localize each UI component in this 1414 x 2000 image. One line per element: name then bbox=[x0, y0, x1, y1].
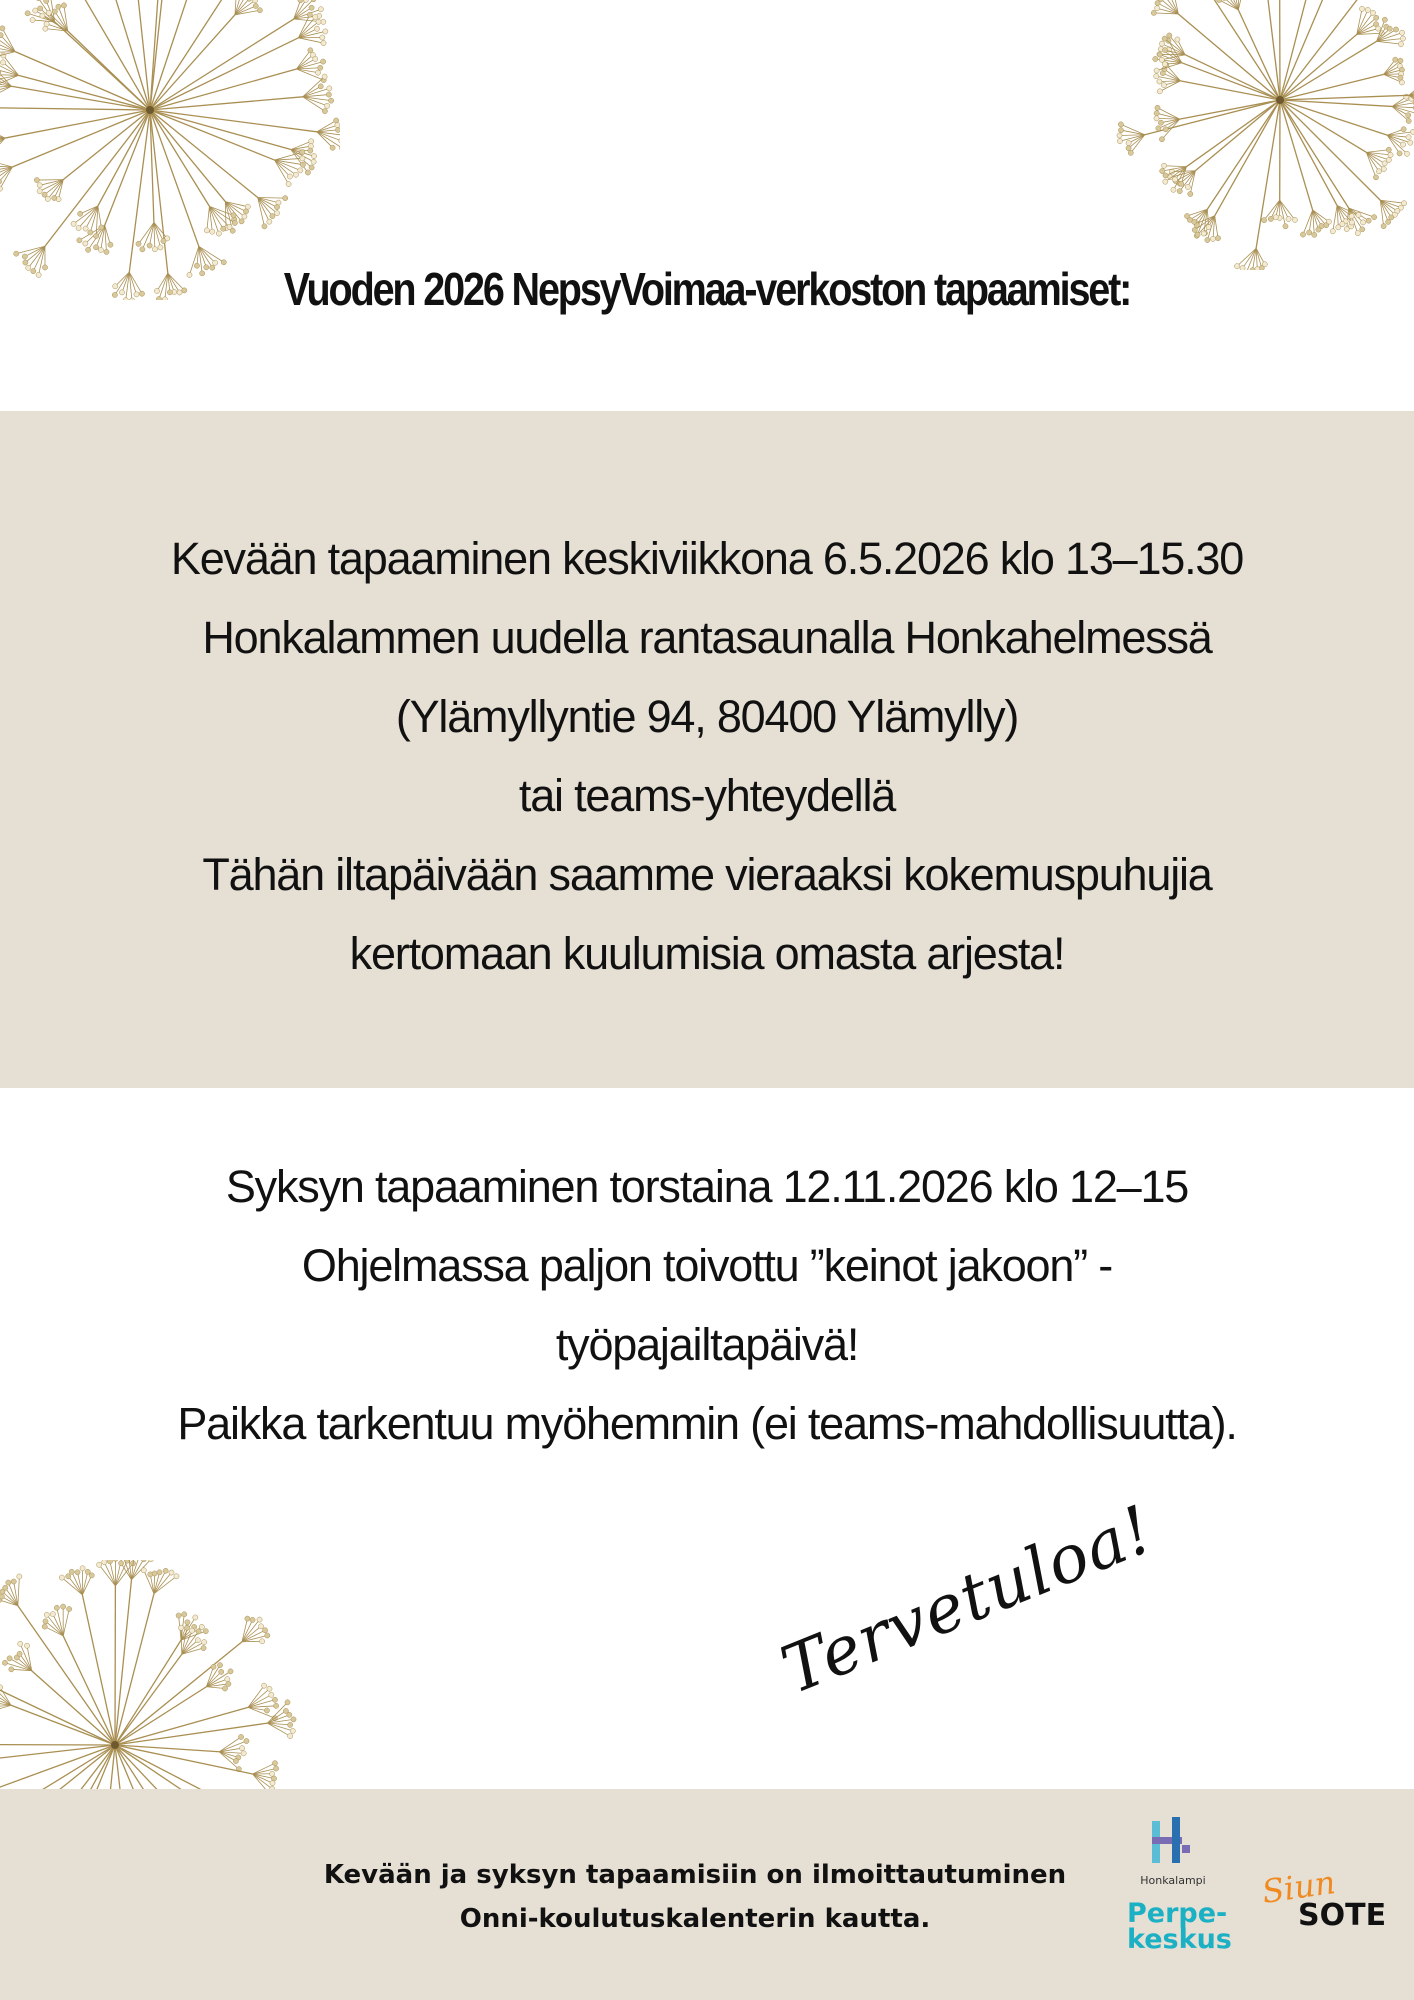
autumn-line: Paikka tarkentuu myöhemmin (ei teams-mahdollisuutta). bbox=[177, 1398, 1237, 1449]
spring-line: kertomaan kuulumisia omasta arjesta! bbox=[349, 928, 1065, 979]
welcome-script-text: Tervetuloa! bbox=[771, 1490, 1165, 1709]
page-title: Vuoden 2026 NepsyVoimaa-verkoston tapaamiset: bbox=[283, 263, 1131, 315]
honkalampi-perpekeskus-logo bbox=[1118, 1815, 1232, 1955]
flower-decoration-top-left bbox=[0, 0, 340, 300]
flower-decoration-top-right bbox=[1110, 0, 1414, 270]
autumn-line: työpajailtapäivä! bbox=[555, 1319, 859, 1370]
honkalampi-logo-icon bbox=[1148, 1815, 1198, 1867]
siun-sote-logo bbox=[1259, 1863, 1387, 1933]
perpe-line: Perpe- bbox=[1127, 1898, 1228, 1929]
flower-icon bbox=[0, 0, 340, 300]
spring-line: tai teams-yhteydellä bbox=[518, 770, 896, 821]
footer-line: Onni-koulutuskalenterin kautta. bbox=[459, 1904, 931, 1934]
siun-label: Siun bbox=[1259, 1863, 1338, 1911]
spring-line: Honkalammen uudella rantasaunalla Honkahelmessä bbox=[202, 612, 1212, 663]
autumn-line: Syksyn tapaaminen torstaina 12.11.2026 klo 12–15 bbox=[225, 1161, 1189, 1212]
autumn-meeting-text bbox=[0, 1147, 1414, 1463]
spring-line: Tähän iltapäivään saamme vieraaksi kokemuspuhujia bbox=[202, 849, 1212, 900]
spring-line: Kevään tapaaminen keskiviikkona 6.5.2026 klo 13–15.30 bbox=[170, 533, 1244, 584]
spring-line: (Ylämyllyntie 94, 80400 Ylämylly) bbox=[395, 691, 1019, 742]
honkalampi-label: Honkalampi bbox=[1140, 1874, 1206, 1887]
spring-meeting-text bbox=[0, 519, 1414, 993]
footer-registration-text bbox=[300, 1853, 1090, 1941]
sote-label: SOTE bbox=[1298, 1898, 1387, 1933]
flower-icon bbox=[1110, 0, 1414, 270]
autumn-line: Ohjelmassa paljon toivottu ”keinot jakoon” - bbox=[301, 1240, 1113, 1291]
perpekeskus-label bbox=[1118, 1898, 1232, 1955]
perpe-line: keskus bbox=[1127, 1924, 1232, 1955]
footer-line: Kevään ja syksyn tapaamisiin on ilmoittautuminen bbox=[323, 1860, 1067, 1890]
